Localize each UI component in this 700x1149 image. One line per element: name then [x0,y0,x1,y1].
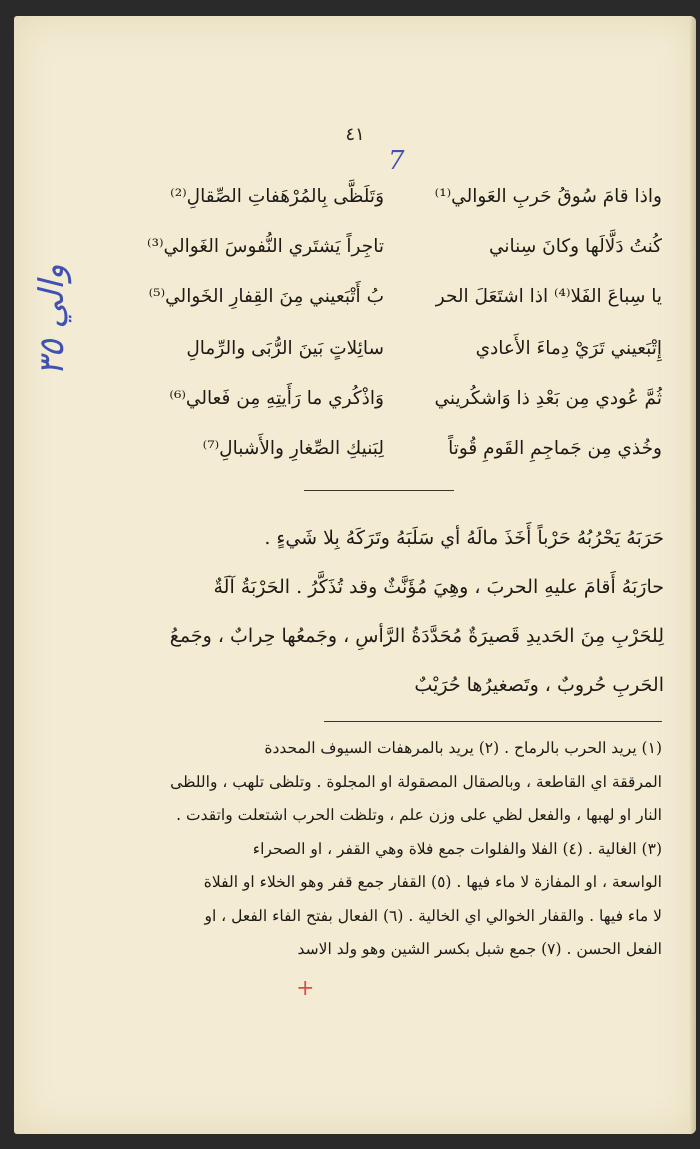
book-page [14,16,696,1134]
verse-row [134,236,662,276]
page-number: ٤١ [345,124,365,145]
verse-first-hemistich: ثُمَّ عُودي مِن بَعْدِ ذا وَاشكُريني [434,388,662,409]
section-divider [304,490,454,491]
verse-first-hemistich: واذا قامَ سُوقُ حَربِ العَوالي⁽¹⁾ [434,186,662,207]
footnotes [54,732,662,967]
gloss-line: الحَربِ حُروبٌ ، وتَصغيرُها حُرَيْبٌ [414,674,664,696]
page-edge [690,16,696,1134]
gloss-line: حَرَبَهُ يَحْرُبُهُ حَرْباً أَخَذَ مالَهُ أي سَلَبَهُ وتَرَكَهُ بِلا شَيءٍ . [264,527,664,549]
verse-row [134,438,662,478]
verse-row [134,338,662,378]
pencil-mark-top: 7 [388,146,405,176]
red-ink-mark: + [296,976,315,1001]
lexical-gloss [104,514,664,710]
verse-second-hemistich: بُ أَتْبَعيني مِنَ القِفارِ الخَوالي⁽⁵⁾ [148,286,384,307]
verse-second-hemistich: تاجِراً يَشتَري النُّفوسَ الغَوالي⁽³⁾ [147,236,384,257]
footnote-line: النار او لهبها ، والفعل لظي على وزن علم ، وتلظت الحرب اشتعلت واتقدت . [176,806,662,824]
verse-first-hemistich: يا سِباعَ الفَلا⁽⁴⁾ اذا اشتَعَلَ الحر [435,286,662,307]
footnote-line: المرققة اي القاطعة ، وبالصقال المصقولة او المجلوة . وتلظى تلهب ، واللظى [170,772,662,791]
verse-row [134,186,662,226]
verse-first-hemistich: كُنتُ دَلَّالَها وكانَ سِناني [488,236,662,257]
verse-first-hemistich: وخُذي مِن جَماجِمِ القَومِ قُوتاً [448,438,662,459]
footnote-line: الواسعة ، او المفازة لا ماء فيها . (٥) القفار جمع قفر وهو الخلاء او الفلاة [203,873,662,891]
verse-second-hemistich: وَتَلَظَّى بِالمُرْهَفاتِ الصِّقالِ⁽²⁾ [170,186,384,207]
footnote-line: الفعل الحسن . (٧) جمع شبل بكسر الشين وهو ولد الاسد [297,940,662,958]
gloss-line: لِلحَرْبِ مِنَ الحَديدِ قَصيرَةٌ مُحَدَّدَةُ الرَّأسِ ، وجَمعُها حِرابٌ ، وجَمعُ [169,625,664,647]
pencil-mark-side: والي ٣٥ [32,264,72,376]
footnote-line: لا ماء فيها . والقفار الخوالي اي الخالية . (٦) الفعال بفتح الفاء الفعل ، او [204,906,662,925]
verse-second-hemistich: وَاذْكُري ما رَأَيتِهِ مِن فَعالي⁽⁶⁾ [169,388,384,409]
footnote-line: (١) يريد الحرب بالرماح . (٢) يريد بالمرهفات السيوف المحددة [264,739,662,757]
verse-second-hemistich: لِبَنيكِ الصِّغارِ والأَشبالِ⁽⁷⁾ [202,438,384,459]
footnote-divider [324,721,662,722]
footnote-line: (٣) الغالية . (٤) الفلا والفلوات جمع فلاة وهي القفر ، او الصحراء [252,839,662,858]
gloss-line: حارَبَهُ أَقامَ عليهِ الحربَ ، وهِيَ مُؤَنَّثٌ وقد تُذَكَّرُ . الحَرْبَةُ آلَةٌ [213,576,664,598]
verse-second-hemistich: سائِلاتٍ بَينَ الرُّبَى والرِّمالِ [186,338,384,359]
verse-row [134,388,662,428]
verse-row [134,286,662,326]
verse-first-hemistich: إِتْبَعيني تَرَيْ دِماءَ الأَعادي [475,338,662,359]
